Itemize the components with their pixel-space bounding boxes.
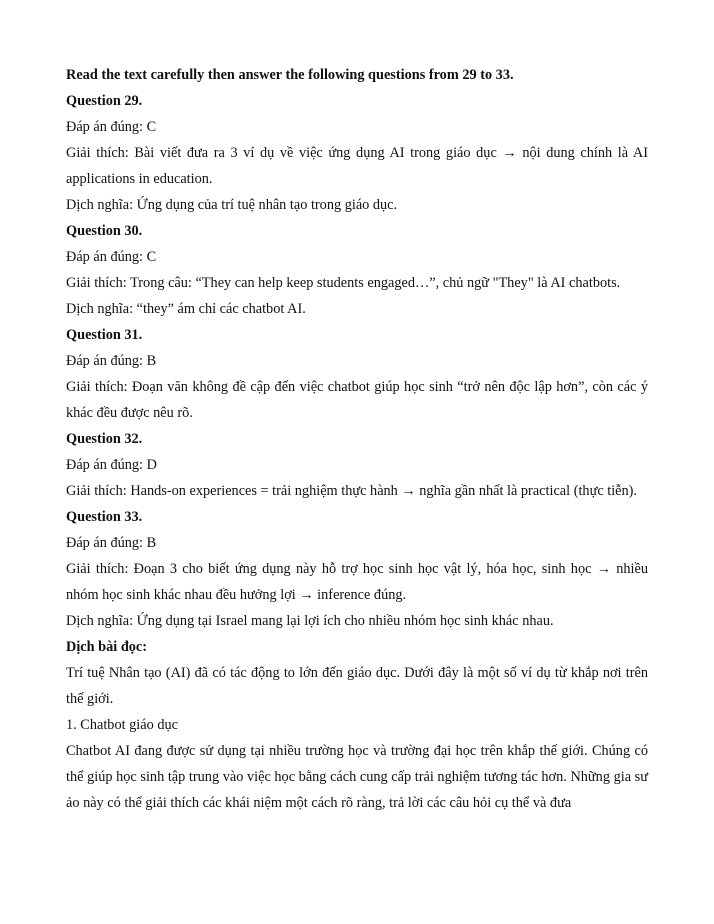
- question-31-answer: Đáp án đúng: B: [66, 353, 157, 369]
- question-29-translation: Dịch nghĩa: Ứng dụng của trí tuệ nhân tạo trong giáo dục.: [66, 197, 398, 213]
- question-30-translation: Dịch nghĩa: “they” ám chỉ các chatbot AI.: [66, 301, 306, 317]
- translation-paragraph: Chatbot AI đang được sử dụng tại nhiều trường học và trường đại học trên khắp thế giới. Chúng có thể giúp học sinh tập trung vào việc học bằng cách cung cấp trải nghiệm tương tác hơn. Những gia sư ảo này có thể giải thích các khái niệm một cách rõ ràng, trả lời các câu hỏi cụ thể và đưa: [66, 743, 648, 811]
- question-32-heading: Question 32.: [66, 431, 143, 447]
- translation-intro: Trí tuệ Nhân tạo (AI) đã có tác động to lớn đến giáo dục. Dưới đây là một số ví dụ từ khắp nơi trên thế giới.: [66, 665, 648, 707]
- question-33-heading: Question 33.: [66, 509, 143, 525]
- question-31-explanation: Giải thích: Đoạn văn không đề cập đến việc chatbot giúp học sinh “trở nên độc lập hơn”, còn các ý khác đều được nêu rõ.: [66, 379, 648, 421]
- question-32-answer: Đáp án đúng: D: [66, 457, 157, 473]
- question-29-answer: Đáp án đúng: C: [66, 119, 157, 135]
- question-31-heading: Question 31.: [66, 327, 143, 343]
- question-30-heading: Question 30.: [66, 223, 143, 239]
- question-33-answer: Đáp án đúng: B: [66, 535, 157, 551]
- question-29-heading: Question 29.: [66, 93, 143, 109]
- question-30-explanation: Giải thích: Trong câu: “They can help keep students engaged…”, chủ ngữ "They" là AI chatbots.: [66, 275, 621, 291]
- intro-instruction: Read the text carefully then answer the following questions from 29 to 33.: [66, 67, 514, 83]
- document-page: [66, 62, 648, 816]
- question-32-explanation: Giải thích: Hands-on experiences = trải nghiệm thực hành → nghĩa gần nhất là practical (thực tiễn).: [66, 483, 638, 499]
- translation-subheading: 1. Chatbot giáo dục: [66, 717, 178, 733]
- question-30-answer: Đáp án đúng: C: [66, 249, 157, 265]
- translation-heading: Dịch bài đọc:: [66, 639, 148, 655]
- question-33-explanation: Giải thích: Đoạn 3 cho biết ứng dụng này hỗ trợ học sinh học vật lý, hóa học, sinh học → nhiều nhóm học sinh khác nhau đều hưởng lợi → inference đúng.: [66, 561, 648, 603]
- question-33-translation: Dịch nghĩa: Ứng dụng tại Israel mang lại lợi ích cho nhiều nhóm học sinh khác nhau.: [66, 613, 554, 629]
- question-29-explanation: Giải thích: Bài viết đưa ra 3 ví dụ về việc ứng dụng AI trong giáo dục → nội dung chính là AI applications in education.: [66, 145, 648, 187]
